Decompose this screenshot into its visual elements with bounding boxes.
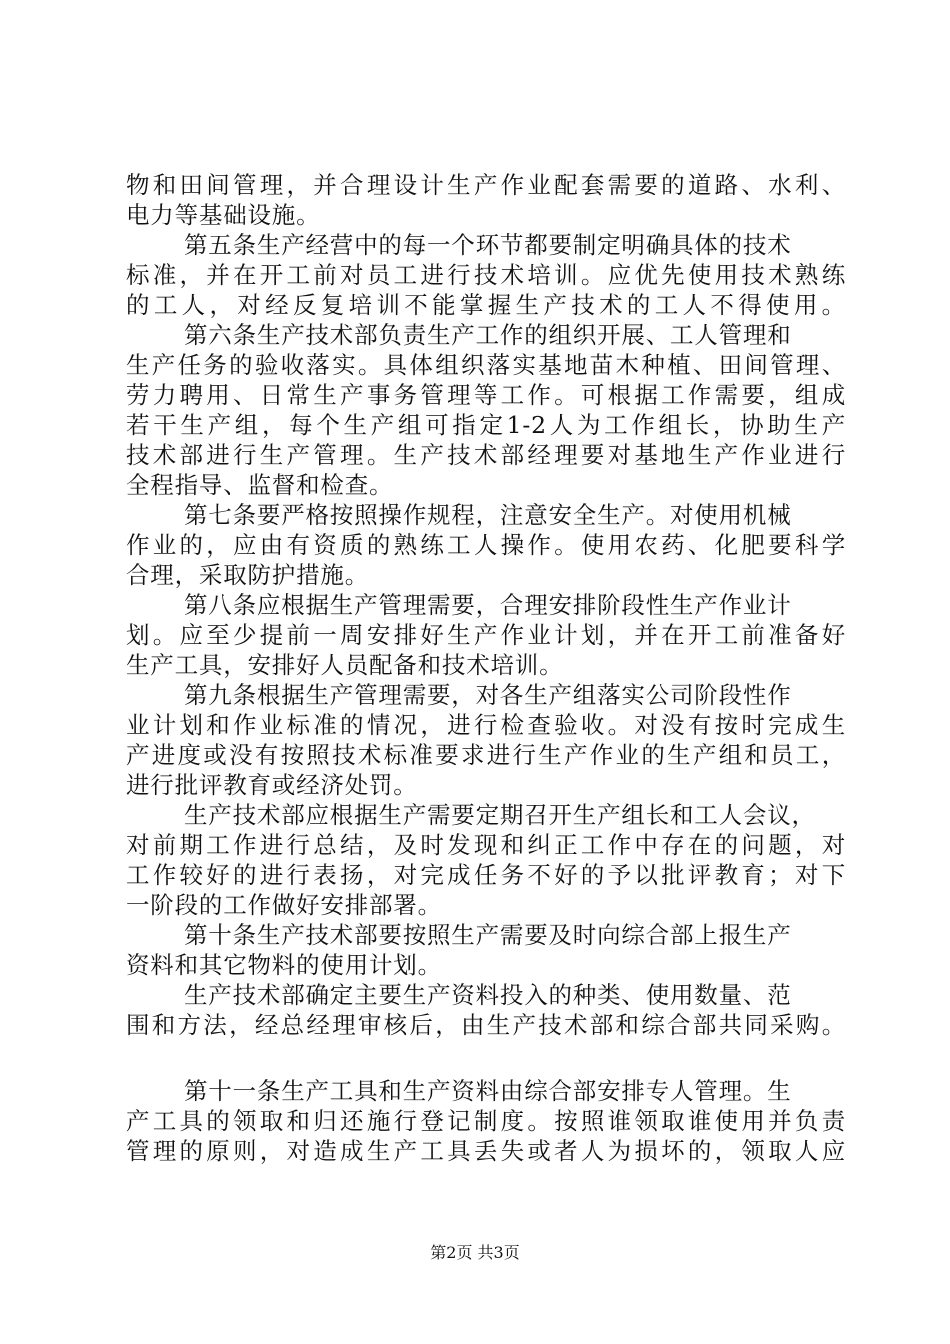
text-line: 第八条应根据生产管理需要，合理安排阶段性生产作业计 bbox=[184, 591, 792, 619]
text-line: 第九条根据生产管理需要，对各生产组落实公司阶段性作 bbox=[184, 681, 792, 709]
text-line: 第五条生产经营中的每一个环节都要制定明确具体的技术 bbox=[184, 231, 792, 259]
text-line: 划。应至少提前一周安排好生产作业计划，并在开工前准备好 bbox=[126, 621, 846, 649]
text-line: 劳力聘用、日常生产事务管理等工作。可根据工作需要，组成 bbox=[126, 381, 846, 409]
text-line: 第六条生产技术部负责生产工作的组织开展、工人管理和 bbox=[184, 321, 792, 349]
text-line: 进行批评教育或经济处罚。 bbox=[126, 771, 418, 799]
text-line: 资料和其它物料的使用计划。 bbox=[126, 951, 442, 979]
text-line: 若干生产组，每个生产组可指定1-2人为工作组长，协助生产 bbox=[126, 411, 846, 439]
text-line: 生产工具，安排好人员配备和技术培训。 bbox=[126, 651, 564, 679]
document-body bbox=[126, 170, 846, 1166]
text-line: 业计划和作业标准的情况，进行检查验收。对没有按时完成生 bbox=[126, 711, 846, 739]
paragraph-gap bbox=[126, 1040, 846, 1076]
text-line: 对前期工作进行总结，及时发现和纠正工作中存在的问题，对 bbox=[126, 831, 846, 859]
text-line: 围和方法，经总经理审核后，由生产技术部和综合部共同采购。 bbox=[126, 1011, 846, 1039]
text-line: 技术部进行生产管理。生产技术部经理要对基地生产作业进行 bbox=[126, 441, 846, 469]
text-line: 作业的，应由有资质的熟练工人操作。使用农药、化肥要科学 bbox=[126, 531, 846, 559]
page-footer: 第2页 共3页 bbox=[430, 1243, 520, 1262]
text-line: 第七条要严格按照操作规程，注意安全生产。对使用机械 bbox=[184, 501, 792, 529]
text-line: 生产任务的验收落实。具体组织落实基地苗木种植、田间管理、 bbox=[126, 351, 846, 379]
text-line: 生产技术部应根据生产需要定期召开生产组长和工人会议， bbox=[184, 801, 816, 829]
text-line: 的工人，对经反复培训不能掌握生产技术的工人不得使用。 bbox=[126, 291, 846, 319]
text-line: 全程指导、监督和检查。 bbox=[126, 471, 394, 499]
text-line: 一阶段的工作做好安排部署。 bbox=[126, 891, 442, 919]
text-line: 合理，采取防护措施。 bbox=[126, 561, 369, 589]
text-line: 产工具的领取和归还施行登记制度。按照谁领取谁使用并负责 bbox=[126, 1107, 846, 1135]
text-line: 工作较好的进行表扬，对完成任务不好的予以批评教育；对下 bbox=[126, 861, 846, 889]
text-line: 标准，并在开工前对员工进行技术培训。应优先使用技术熟练 bbox=[126, 261, 846, 289]
text-line: 生产技术部确定主要生产资料投入的种类、使用数量、范 bbox=[184, 981, 792, 1009]
text-line: 管理的原则，对造成生产工具丢失或者人为损坏的，领取人应 bbox=[126, 1137, 846, 1165]
text-line: 物和田间管理，并合理设计生产作业配套需要的道路、水利、 bbox=[126, 171, 846, 199]
text-line: 第十条生产技术部要按照生产需要及时向综合部上报生产 bbox=[184, 921, 792, 949]
text-line: 电力等基础设施。 bbox=[126, 201, 321, 229]
text-line: 第十一条生产工具和生产资料由综合部安排专人管理。生 bbox=[184, 1077, 792, 1105]
text-line: 产进度或没有按照技术标准要求进行生产作业的生产组和员工， bbox=[126, 741, 846, 769]
